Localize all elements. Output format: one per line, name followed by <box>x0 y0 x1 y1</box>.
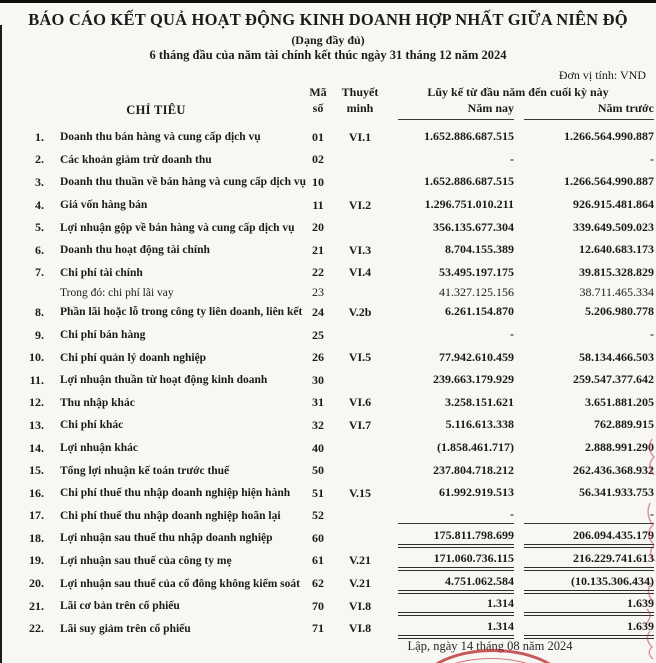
row-note: VI.7 <box>348 417 372 432</box>
row-number: 11. <box>29 372 44 387</box>
prior-year-value: 5.206.980.778 <box>585 304 654 319</box>
prior-year-value: 58.134.466.503 <box>579 349 654 364</box>
table-row <box>14 505 654 528</box>
prior-year-cell <box>514 372 654 388</box>
page-title: BÁO CÁO KẾT QUẢ HOẠT ĐỘNG KINH DOANH HỢP NHẤT GIỮA NIÊN ĐỘ <box>28 10 628 29</box>
row-label: Chi phí thuế thu nhập doanh nghiệp hiện hành <box>60 487 291 500</box>
current-year-cell <box>382 485 514 501</box>
prior-year-cell <box>514 574 654 594</box>
row-note: VI.5 <box>348 350 372 365</box>
row-code: 30 <box>312 372 324 387</box>
prior-year-cell <box>514 129 654 145</box>
row-code: 11 <box>312 197 324 212</box>
row-label: Doanh thu bán hàng và cung cấp dịch vụ <box>60 131 261 144</box>
prior-year-value: (10.135.306.434) <box>524 574 654 594</box>
current-year-cell <box>382 528 514 548</box>
prior-year-cell <box>514 551 654 571</box>
prior-year-cell <box>514 440 654 456</box>
row-code: 10 <box>312 174 324 189</box>
row-note: VI.1 <box>348 129 372 144</box>
current-year-cell <box>382 129 514 145</box>
row-label: Chi phí bán hàng <box>60 329 146 342</box>
table-row <box>14 194 654 217</box>
table-row <box>14 392 654 415</box>
row-code: 40 <box>312 440 324 455</box>
report-rows <box>14 126 654 640</box>
row-number: 19. <box>29 553 44 568</box>
prior-year-value: 38.711.465.334 <box>579 284 654 299</box>
prior-year-cell <box>514 265 654 281</box>
row-number: 7. <box>35 265 44 280</box>
current-year-value: 6.261.154.870 <box>445 304 514 319</box>
row-code: 26 <box>312 350 324 365</box>
table-row <box>14 550 654 573</box>
prior-year-value: 926.915.481.864 <box>573 197 654 212</box>
row-label: Doanh thu hoạt động tài chính <box>60 244 210 257</box>
current-year-value: 8.704.155.389 <box>445 242 514 257</box>
table-row <box>14 262 654 285</box>
row-label: Lợi nhuận gộp về bán hàng và cung cấp dịch vụ <box>60 221 295 234</box>
prior-year-cell <box>514 174 654 190</box>
table-row <box>14 171 654 194</box>
prior-year-value: 216.229.741.613 <box>524 551 654 571</box>
current-year-value: 1.314 <box>398 619 514 639</box>
prior-year-value: 3.651.881.205 <box>585 394 654 409</box>
table-row <box>14 126 654 149</box>
note-column-header <box>338 84 382 120</box>
current-year-cell <box>382 574 514 594</box>
row-label: Chi phí thuế thu nhập doanh nghiệp hoãn lại <box>60 509 281 522</box>
current-year-value: 356.135.677.304 <box>433 219 514 234</box>
current-year-cell <box>382 372 514 388</box>
prior-year-value: 259.547.377.642 <box>573 372 654 387</box>
table-row <box>14 284 654 301</box>
prior-year-cell <box>514 596 654 616</box>
row-label: Thu nhập khác <box>60 396 135 409</box>
row-code: 02 <box>312 152 324 167</box>
table-row <box>14 459 654 482</box>
prior-year-value: 262.436.368.932 <box>573 462 654 477</box>
table-row <box>14 301 654 324</box>
prior-year-cell <box>514 220 654 236</box>
prior-year-value: 1.639 <box>524 596 654 616</box>
row-number: 18. <box>29 530 44 545</box>
prior-year-cell <box>514 304 654 320</box>
current-year-cell <box>382 152 514 168</box>
values-column-header <box>382 84 654 120</box>
prior-year-cell <box>514 242 654 258</box>
row-label: Lợi nhuận sau thuế của công ty mẹ <box>60 554 232 567</box>
current-year-cell <box>382 350 514 366</box>
row-label: Trong đó: chi phí lãi vay <box>60 286 174 299</box>
current-year-cell <box>382 507 514 524</box>
row-label: Lãi cơ bản trên cổ phiếu <box>60 600 180 613</box>
row-number: 16. <box>29 485 44 500</box>
prior-year-cell <box>514 417 654 433</box>
red-ink-marks-icon <box>638 433 656 663</box>
prior-year-cell <box>514 197 654 213</box>
scan-edge-line <box>0 25 2 663</box>
row-number: 13. <box>29 417 44 432</box>
row-number: 1. <box>35 129 44 144</box>
current-year-value: - <box>510 327 514 342</box>
row-note: VI.3 <box>348 242 372 257</box>
current-year-header: Năm nay <box>398 101 514 120</box>
row-label: Chi phí tài chính <box>60 266 143 279</box>
prior-year-cell <box>514 485 654 501</box>
row-label: Các khoản giảm trừ doanh thu <box>60 153 212 166</box>
table-row <box>14 617 654 640</box>
row-label: Phần lãi hoặc lỗ trong công ty liên doanh, liên kết <box>60 306 303 319</box>
row-note: VI.6 <box>348 395 372 410</box>
prior-year-cell <box>514 152 654 168</box>
row-label: Giá vốn hàng bán <box>60 199 148 212</box>
current-year-value: 4.751.062.584 <box>398 574 514 594</box>
row-code: 71 <box>312 621 324 636</box>
table-row <box>14 346 654 369</box>
row-code: 24 <box>312 304 324 319</box>
code-header-line1: Mã <box>309 85 327 99</box>
table-header <box>14 84 654 120</box>
current-year-value: 175.811.798.699 <box>398 528 514 548</box>
row-note: VI.2 <box>348 197 372 212</box>
table-row <box>14 149 654 172</box>
current-year-value: - <box>398 507 514 524</box>
row-number: 20. <box>29 576 44 591</box>
report-form-type: (Dạng đầy đủ) <box>291 33 365 47</box>
table-row <box>14 216 654 239</box>
row-code: 21 <box>312 242 324 257</box>
current-year-cell <box>382 197 514 213</box>
row-code: 51 <box>312 485 324 500</box>
table-row <box>14 572 654 595</box>
row-code: 23 <box>312 285 324 300</box>
cumulative-span-header: Lũy kế từ đầu năm đến cuối kỳ này <box>427 85 609 99</box>
row-code: 62 <box>312 576 324 591</box>
current-year-cell <box>382 327 514 343</box>
current-year-value: 3.258.151.621 <box>445 394 514 409</box>
row-number: 4. <box>35 197 44 212</box>
row-label: Lợi nhuận khác <box>60 442 138 455</box>
table-row <box>14 369 654 392</box>
prior-year-value: 1.639 <box>524 619 654 639</box>
note-header-line1: Thuyết <box>341 85 379 99</box>
current-year-cell <box>382 242 514 258</box>
row-code: 70 <box>312 598 324 613</box>
row-number: 12. <box>29 395 44 410</box>
row-label: Chi phí khác <box>60 419 124 432</box>
code-column-header <box>298 84 338 120</box>
prior-year-cell <box>514 463 654 479</box>
row-number: 8. <box>35 304 44 319</box>
row-number: 3. <box>35 174 44 189</box>
current-year-value: 237.804.718.212 <box>433 462 514 477</box>
row-note: V.2b <box>348 304 372 319</box>
current-year-cell <box>382 174 514 190</box>
row-code: 61 <box>312 553 324 568</box>
prior-year-value: 339.649.509.023 <box>573 219 654 234</box>
row-code: 20 <box>312 220 324 235</box>
prior-year-value: - <box>650 327 654 342</box>
prior-year-value: 762.889.915 <box>594 417 654 432</box>
row-number: 22. <box>29 621 44 636</box>
table-row <box>14 414 654 437</box>
prior-year-value: 206.094.435.179 <box>524 528 654 548</box>
row-number: 9. <box>35 327 44 342</box>
prior-year-value: 56.341.933.753 <box>579 485 654 500</box>
row-code: 25 <box>312 327 324 342</box>
row-note: VI.4 <box>348 265 372 280</box>
current-year-cell <box>382 551 514 571</box>
current-year-cell <box>382 440 514 456</box>
row-note: V.21 <box>348 576 372 591</box>
row-number: 14. <box>29 440 44 455</box>
current-year-value: - <box>510 151 514 166</box>
current-year-value: 1.296.751.010.211 <box>424 197 514 212</box>
table-row <box>14 595 654 618</box>
row-number: 10. <box>29 350 44 365</box>
row-code: 50 <box>312 463 324 478</box>
table-row <box>14 482 654 505</box>
current-year-value: 5.116.613.338 <box>445 417 514 432</box>
current-year-value: 53.495.197.175 <box>439 264 514 279</box>
row-label: Lãi suy giảm trên cổ phiếu <box>60 622 191 635</box>
report-period: 6 tháng đầu của năm tài chính kết thúc ngày 31 tháng 12 năm 2024 <box>149 48 507 62</box>
current-year-value: 239.663.179.929 <box>433 372 514 387</box>
current-year-cell <box>382 395 514 411</box>
current-year-value: 1.314 <box>398 596 514 616</box>
current-year-value: 1.652.886.687.515 <box>424 174 514 189</box>
table-row <box>14 527 654 550</box>
currency-unit-label: Đơn vị tính: VND <box>558 68 646 82</box>
current-year-cell <box>382 265 514 281</box>
current-year-value: (1.858.461.717) <box>437 440 514 455</box>
code-header-line2: số <box>312 101 324 115</box>
prior-year-value: 12.640.683.173 <box>579 242 654 257</box>
table-row <box>14 437 654 460</box>
current-year-cell <box>382 220 514 236</box>
prior-year-cell <box>514 395 654 411</box>
prior-year-cell <box>514 285 654 301</box>
current-year-cell <box>382 285 514 301</box>
prior-year-cell <box>514 350 654 366</box>
row-number: 5. <box>35 220 44 235</box>
row-number: 15. <box>29 463 44 478</box>
row-note: V.21 <box>348 553 372 568</box>
signing-date: Lập, ngày 14 tháng 08 năm 2024 <box>407 639 573 653</box>
row-label: Tổng lợi nhuận kế toán trước thuế <box>60 464 230 477</box>
row-code: 31 <box>312 395 324 410</box>
prior-year-header: Năm trước <box>524 101 654 120</box>
table-row <box>14 239 654 262</box>
prior-year-cell <box>514 327 654 343</box>
current-year-value: 1.652.886.687.515 <box>424 129 514 144</box>
prior-year-value: 1.266.564.990.887 <box>564 129 654 144</box>
row-label: Lợi nhuận sau thuế thu nhập doanh nghiệp <box>60 532 273 545</box>
row-code: 52 <box>312 508 324 523</box>
table-row <box>14 324 654 347</box>
current-year-cell <box>382 304 514 320</box>
row-note: VI.8 <box>348 598 372 613</box>
prior-year-cell <box>514 619 654 639</box>
prior-year-value: - <box>650 151 654 166</box>
prior-year-value: 39.815.328.829 <box>579 264 654 279</box>
prior-year-cell <box>514 507 654 524</box>
current-year-value: 77.942.610.459 <box>439 349 514 364</box>
row-label: Doanh thu thuần về bán hàng và cung cấp dịch vụ <box>60 176 307 189</box>
current-year-cell <box>382 596 514 616</box>
row-number: 21. <box>29 598 44 613</box>
item-column-header-cell <box>14 84 298 120</box>
prior-year-value: 2.888.991.290 <box>585 440 654 455</box>
current-year-value: 41.327.125.156 <box>439 284 514 299</box>
prior-year-value: 1.266.564.990.887 <box>564 174 654 189</box>
row-note: V.15 <box>348 485 372 500</box>
row-note: VI.8 <box>348 621 372 636</box>
note-header-line2: minh <box>346 101 374 115</box>
item-column-header: CHỈ TIÊU <box>126 103 186 117</box>
prior-year-value: - <box>524 507 654 524</box>
current-year-value: 61.992.919.513 <box>439 485 514 500</box>
row-code: 22 <box>312 265 324 280</box>
row-label: Lợi nhuận sau thuế của cổ đông không kiểm soát <box>60 577 300 590</box>
row-number: 17. <box>29 508 44 523</box>
current-year-cell <box>382 417 514 433</box>
row-label: Chi phí quản lý doanh nghiệp <box>60 351 207 364</box>
current-year-cell <box>382 463 514 479</box>
current-year-value: 171.060.736.115 <box>398 551 514 571</box>
row-number: 2. <box>35 152 44 167</box>
row-code: 01 <box>312 129 324 144</box>
prior-year-cell <box>514 528 654 548</box>
row-code: 60 <box>312 530 324 545</box>
row-number: 6. <box>35 242 44 257</box>
row-label: Lợi nhuận thuần từ hoạt động kinh doanh <box>60 374 268 387</box>
current-year-cell <box>382 619 514 639</box>
row-code: 32 <box>312 417 324 432</box>
